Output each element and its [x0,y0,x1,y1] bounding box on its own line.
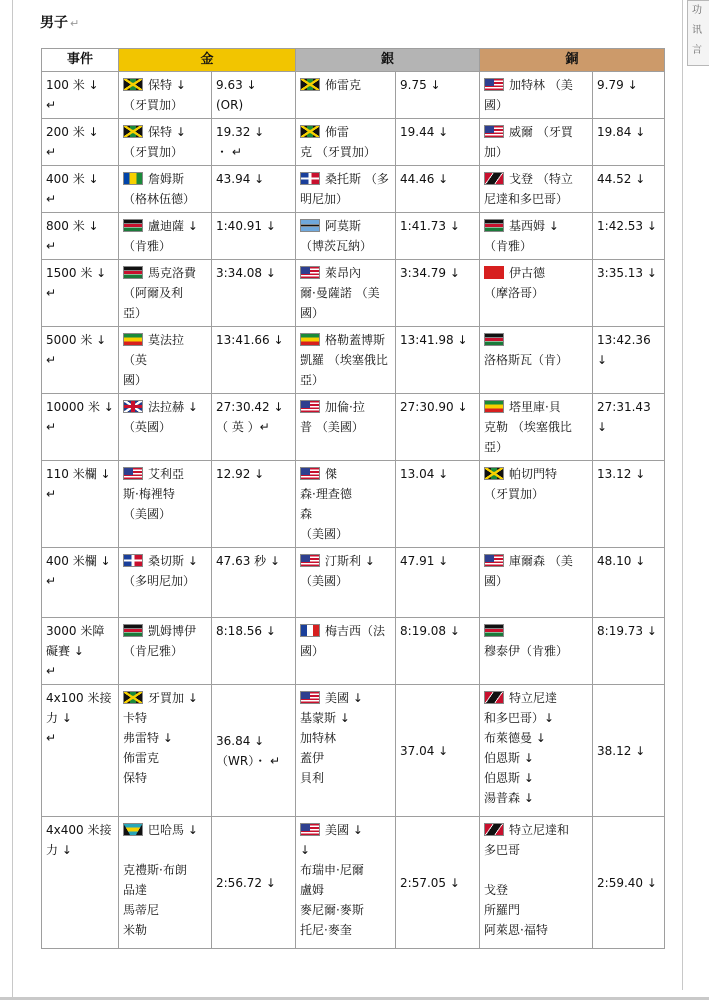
bronze-athlete-cell [480,327,593,394]
event-cell: 3000 米障 礙賽 ↓ ↵ [42,618,119,685]
right-margin-line [682,0,683,990]
bronze-athlete-cell [480,548,593,618]
silver-result-cell: 8:19.08 ↓ [396,618,480,685]
page-heading-text: 男子 [40,15,68,31]
tto-flag-icon [484,823,504,836]
gold-athlete-cell [119,817,212,949]
table-row [42,260,665,327]
gold-athlete-name: 保特 ↓ （牙買加） [123,125,186,159]
gold-athlete-name: 盧迪薩 ↓ （肯雅） [123,219,198,253]
bronze-athlete-cell [480,72,593,119]
bronze-athlete-name: 帕切門特 （牙買加） [484,467,558,501]
gold-athlete-cell [119,327,212,394]
usa-flag-icon [300,691,320,704]
table-row [42,461,665,548]
silver-result-cell: 13.04 ↓ [396,461,480,548]
usa-flag-icon [484,554,504,567]
gold-athlete-cell [119,394,212,461]
china-flag-icon [484,266,504,279]
table-row [42,817,665,949]
bronze-result-cell: 13:42.36 ↓ [593,327,665,394]
ethiopia-flag-icon [300,333,320,346]
tto-flag-icon [484,691,504,704]
silver-result-cell: 1:41.73 ↓ [396,213,480,260]
bronze-athlete-cell [480,618,593,685]
gold-result-cell: 47.63 秒 ↓ [212,548,296,618]
bronze-athlete-cell [480,119,593,166]
table-row [42,685,665,817]
gold-athlete-cell [119,618,212,685]
event-cell: 10000 米 ↓ ↵ [42,394,119,461]
silver-athlete-name: 美國 ↓ 基蒙斯 ↓ 加特林 蓋伊 貝利 [300,691,363,785]
bronze-result-cell: 13.12 ↓ [593,461,665,548]
silver-result-cell: 19.44 ↓ [396,119,480,166]
silver-athlete-cell [296,213,396,260]
gold-result-cell: 8:18.56 ↓ [212,618,296,685]
usa-flag-icon [300,467,320,480]
silver-result-cell: 47.91 ↓ [396,548,480,618]
event-cell: 200 米 ↓ ↵ [42,119,119,166]
silver-athlete-cell [296,119,396,166]
silver-athlete-cell [296,548,396,618]
tto-flag-icon [484,172,504,185]
bronze-athlete-name: 加特林 （美 國） [484,78,573,112]
gold-result-cell: 13:41.66 ↓ [212,327,296,394]
bronze-athlete-cell [480,213,593,260]
bronze-athlete-name: 庫爾森 （美 國） [484,554,573,588]
kenya-flag-icon [484,219,504,232]
silver-athlete-cell [296,166,396,213]
gold-athlete-cell [119,119,212,166]
bronze-athlete-name: 穆泰伊（肯雅） [484,644,569,658]
header-event: 事件 [42,49,119,72]
table-row [42,213,665,260]
silver-athlete-cell [296,685,396,817]
ethiopia-flag-icon [123,333,143,346]
header-row [42,49,665,72]
side-panel-text: 功 讯 言 [692,5,702,56]
gold-athlete-cell [119,685,212,817]
silver-result-cell: 2:57.05 ↓ [396,817,480,949]
kenya-flag-icon [123,219,143,232]
bahamas-flag-icon [123,823,143,836]
event-cell: 400 米 ↓ ↵ [42,166,119,213]
bronze-athlete-cell [480,817,593,949]
bronze-athlete-name: 洛格斯瓦（肯） [484,353,569,367]
event-cell: 400 米欄 ↓ ↵ [42,548,119,618]
gold-result-cell: 1:40.91 ↓ [212,213,296,260]
gold-athlete-name: 馬克洛費 （阿爾及利 亞） [123,266,197,320]
bronze-athlete-name: 伊古德 （摩洛哥） [484,266,546,300]
event-cell: 4x400 米接力 ↓ [42,817,119,949]
table-row [42,394,665,461]
gold-athlete-cell [119,166,212,213]
silver-athlete-name: 加倫·拉 普 （美國） [300,400,365,434]
paragraph-mark: ↵ [70,17,80,30]
silver-result-cell: 37.04 ↓ [396,685,480,817]
medal-table [41,48,665,949]
usa-flag-icon [123,467,143,480]
dominican-flag-icon [123,554,143,567]
bronze-result-cell: 44.52 ↓ [593,166,665,213]
silver-athlete-cell [296,817,396,949]
usa-flag-icon [300,554,320,567]
gold-result-cell: 19.32 ↓ ・ ↵ [212,119,296,166]
svg-flag-icon [123,172,143,185]
bronze-result-cell: 9.79 ↓ [593,72,665,119]
bronze-result-cell: 8:19.73 ↓ [593,618,665,685]
bronze-athlete-cell [480,166,593,213]
botswana-flag-icon [300,219,320,232]
table-row [42,548,665,618]
kenya-flag-icon [123,624,143,637]
silver-athlete-name: 佈雷 克 （牙買加） [300,125,376,159]
table-body [42,72,665,949]
usa-flag-icon [300,823,320,836]
bronze-athlete-name: 特立尼達和 多巴哥 戈登 所羅門 阿萊恩·福特 [484,823,570,937]
header-silver: 銀 [296,49,480,72]
usa-flag-icon [300,266,320,279]
silver-athlete-name: 萊昂內 爾·曼薩諾 （美 國） [300,266,380,320]
header-bronze: 銅 [480,49,665,72]
gold-athlete-cell [119,72,212,119]
silver-athlete-cell [296,618,396,685]
gold-result-cell: 12.92 ↓ [212,461,296,548]
bronze-athlete-name: 基西姆 ↓ （肯雅） [484,219,559,253]
bronze-result-cell: 19.84 ↓ [593,119,665,166]
page-heading [40,12,79,32]
jamaica-flag-icon [123,691,143,704]
gold-result-cell: 3:34.08 ↓ [212,260,296,327]
gold-athlete-name: 詹姆斯 （格林伍德） [123,172,196,206]
bronze-result-cell: 48.10 ↓ [593,548,665,618]
gold-athlete-name: 莫法拉（英 國） [123,333,185,387]
silver-result-cell: 9.75 ↓ [396,72,480,119]
gold-athlete-cell [119,260,212,327]
silver-athlete-cell [296,394,396,461]
usa-flag-icon [484,125,504,138]
gold-athlete-cell [119,461,212,548]
silver-athlete-name: 佈雷克 [325,78,362,92]
bronze-result-cell: 38.12 ↓ [593,685,665,817]
kenya-flag-icon [484,333,504,346]
gold-result-cell: 2:56.72 ↓ [212,817,296,949]
gold-result-cell: 36.84 ↓ （WR）・ ↵ [212,685,296,817]
event-cell: 1500 米 ↓ ↵ [42,260,119,327]
silver-athlete-name: 阿莫斯 （博茨瓦納） [300,219,373,253]
bronze-athlete-name: 特立尼達 和多巴哥）↓ 布萊德曼 ↓ 伯恩斯 ↓ 伯恩斯 ↓ 湯普森 ↓ [484,691,558,805]
jamaica-flag-icon [123,125,143,138]
table-row [42,327,665,394]
gold-athlete-cell [119,548,212,618]
kenya-flag-icon [484,624,504,637]
gold-athlete-name: 凱姆博伊 （肯尼雅） [123,624,197,658]
silver-result-cell: 27:30.90 ↓ [396,394,480,461]
jamaica-flag-icon [123,78,143,91]
silver-athlete-name: 梅吉西（法 國） [300,624,386,658]
event-cell: 4x100 米接 力 ↓ ↵ [42,685,119,817]
gold-result-cell: 9.63 ↓ (OR) [212,72,296,119]
bronze-athlete-cell [480,394,593,461]
header-gold: 金 [119,49,296,72]
bronze-athlete-cell [480,260,593,327]
event-cell: 800 米 ↓ ↵ [42,213,119,260]
silver-athlete-cell [296,461,396,548]
gold-athlete-name: 牙買加 ↓ 卡特 弗雷特 ↓ 佈雷克 保特 [123,691,198,785]
france-flag-icon [300,624,320,637]
usa-flag-icon [300,400,320,413]
table-row [42,166,665,213]
bronze-athlete-name: 戈登 （特立 尼達和多巴哥） [484,172,573,206]
silver-athlete-name: 汀斯利 ↓ （美國） [300,554,375,588]
gold-athlete-name: 法拉赫 ↓ （英國） [123,400,198,434]
uk-flag-icon [123,400,143,413]
silver-athlete-name: 格勒蓋博斯 凱羅 （埃塞俄比 亞） [300,333,388,387]
table-row [42,119,665,166]
side-panel[interactable] [687,0,709,66]
gold-result-cell: 27:30.42 ↓ （ 英 ）↵ [212,394,296,461]
gold-athlete-name: 艾利亞 斯·梅裡特 （美國） [123,467,185,521]
gold-athlete-name: 桑切斯 ↓ （多明尼加） [123,554,198,588]
gold-athlete-name: 巴哈馬 ↓ 克禮斯·布朗 品達 馬蒂尼 米勒 [123,823,198,937]
jamaica-flag-icon [300,125,320,138]
bronze-athlete-cell [480,461,593,548]
event-cell: 100 米 ↓ ↵ [42,72,119,119]
jamaica-flag-icon [484,467,504,480]
gold-athlete-cell [119,213,212,260]
event-cell: 110 米欄 ↓ ↵ [42,461,119,548]
silver-athlete-cell [296,72,396,119]
left-margin-line [12,0,13,1000]
bronze-result-cell: 27:31.43 ↓ [593,394,665,461]
silver-result-cell: 3:34.79 ↓ [396,260,480,327]
silver-result-cell: 13:41.98 ↓ [396,327,480,394]
gold-result-cell: 43.94 ↓ [212,166,296,213]
bronze-result-cell: 1:42.53 ↓ [593,213,665,260]
silver-athlete-cell [296,327,396,394]
gold-athlete-name: 保特 ↓ （牙買加） [123,78,186,112]
event-cell: 5000 米 ↓ ↵ [42,327,119,394]
silver-athlete-name: 傑 森·理查德 森 （美國） [300,467,352,541]
silver-result-cell: 44.46 ↓ [396,166,480,213]
table-row [42,618,665,685]
jamaica-flag-icon [300,78,320,91]
silver-athlete-cell [296,260,396,327]
bronze-athlete-name: 塔里庫·貝 克勒 （埃塞俄比 亞） [484,400,572,454]
dominican-flag-icon [300,172,320,185]
silver-athlete-name: 桑托斯 （多 明尼加） [300,172,389,206]
bronze-result-cell: 3:35.13 ↓ [593,260,665,327]
bronze-result-cell: 2:59.40 ↓ [593,817,665,949]
silver-athlete-name: 美國 ↓ ↓ 布瑞申·尼爾 盧姆 麥尼爾·麥斯 托尼·麥奎 [300,823,364,937]
bronze-athlete-name: 威爾 （牙買 加） [484,125,573,159]
kenya-flag-icon [123,266,143,279]
bronze-athlete-cell [480,685,593,817]
ethiopia-flag-icon [484,400,504,413]
usa-flag-icon [484,78,504,91]
table-row [42,72,665,119]
